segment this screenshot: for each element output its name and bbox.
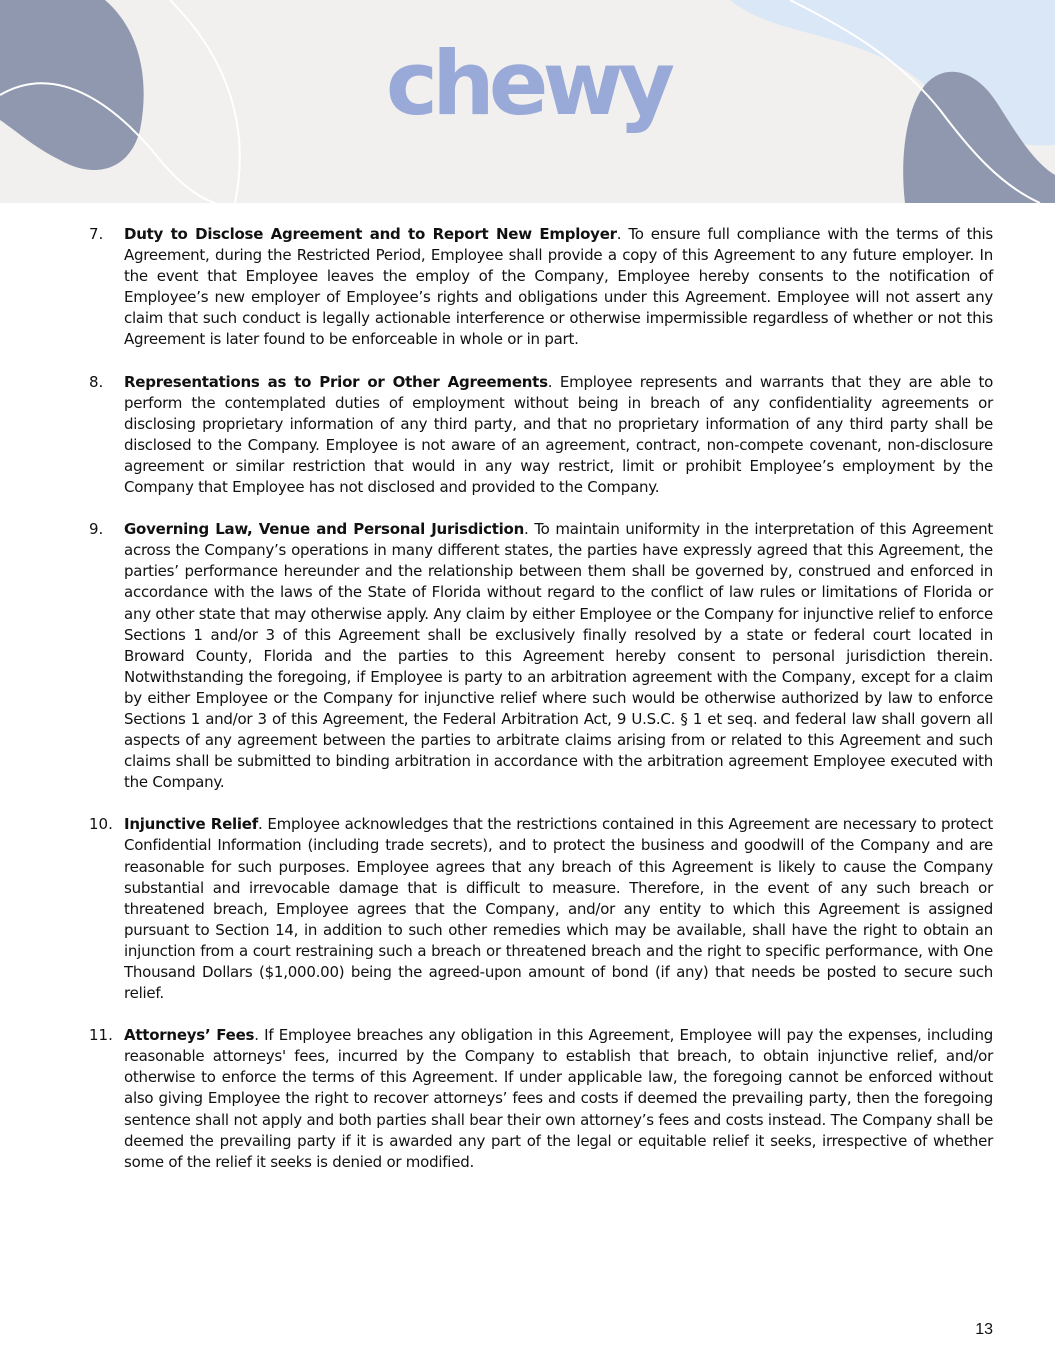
section-heading: Injunctive Relief (124, 815, 258, 834)
section-paragraph (124, 224, 993, 351)
section-paragraph (124, 1025, 993, 1173)
section-heading: Governing Law, Venue and Personal Jurisdiction (124, 520, 525, 539)
section-number: 7. (89, 225, 104, 243)
section-text: . Employee represents and warrants that they are able to perform the contemplated duties of employment without being in breach of any confidentiality agreements or disclosing proprietary information of any third party, and that no proprietary information of any third party shall be disclosed to the Company. Employee is not aware of an agreement, contract, non-compete covenant, non-disclosure agreement or similar restriction that would in any way restrict, limit or prohibit Employee’s employment by the Company that Employee has not disclosed and provided to the Company. (124, 372, 994, 497)
section-number: 10. (89, 815, 113, 834)
page-header (0, 0, 1055, 203)
section-number: 8. (89, 372, 104, 391)
section-heading: Duty to Disclose Agreement and to Report New Employer (124, 225, 617, 243)
section-heading: Representations as to Prior or Other Agreements (124, 372, 548, 391)
section-9 (89, 519, 993, 793)
section-text: . To maintain uniformity in the interpretation of this Agreement across the Company’s operations in many different states, the parties have expressly agreed that this Agreement, the parties’ performance hereunder and the relationship between them shall be governed by, construed and enforced in accordance with the laws of the State of Florida without regard to the conflict of law rules or limitations of Florida or any other state that may otherwise apply. Any claim by either Employee or the Company for injunctive relief to enforce Sections 1 and/or 3 of this Agreement shall be exclusively finally resolved by a state or federal court located in Broward County, Florida and the parties to this Agreement hereby consent to personal jurisdiction therein. Notwithstanding the foregoing, if Employee is party to an arbitration agreement with the Company, except for a claim by either Employee or the Company for injunctive relief where such would be otherwise authorized by law to enforce Sections 1 and/or 3 of this Agreement, the Federal Arbitration Act, 9 U.S.C. § 1 et seq. and federal law shall govern all aspects of any agreement between the parties to arbitrate claims arising from or related to this Agreement and such claims shall be submitted to binding arbitration in accordance with the arbitration agreement Employee executed with the Company. (124, 520, 993, 792)
section-10 (89, 814, 993, 1004)
section-8 (89, 372, 993, 499)
section-text: . To ensure full compliance with the terms of this Agreement, during the Restricted Period, Employee shall provide a copy of this Agreement to any future employer. In the event that Employee leaves the employ of the Company, Employee hereby consents to the notification of Employee’s new employer of Employee’s rights and obligations under this Agreement. Employee will not assert any claim that such conduct is legally actionable interference or otherwise impermissible regardless of whether or not this Agreement is later found to be enforceable in whole or in part. (124, 225, 993, 349)
section-paragraph (124, 372, 993, 499)
section-heading: Attorneys’ Fees (124, 1026, 255, 1045)
chewy-logo: chewy (385, 32, 670, 135)
section-text: . Employee acknowledges that the restrictions contained in this Agreement are necessary to protect Confidential Information (including trade secrets), and to protect the business and goodwill of the Company and are reasonable for such purposes. Employee agrees that any breach of this Agreement is likely to cause the Company substantial and irrevocable damage that is difficult to measure. Therefore, in the event of any such breach or threatened breach, Employee agrees that the Company, and/or any entity to which this Agreement is assigned pursuant to Section 14, in addition to such other remedies which may be available, shall have the right to obtain an injunction from a court restraining such a breach or threatened breach and the right to specific performance, with One Thousand Dollars ($1,000.00) being the agreed-upon amount of bond (if any) that needs be posted to secure such relief. (124, 815, 993, 1003)
page-number: 13 (975, 1321, 993, 1338)
section-11 (89, 1025, 993, 1173)
section-number: 9. (89, 520, 104, 539)
section-paragraph (124, 519, 993, 793)
section-7 (89, 224, 993, 351)
section-paragraph (124, 814, 993, 1004)
section-text: . If Employee breaches any obligation in this Agreement, Employee will pay the expenses, including reasonable attorneys' fees, incurred by the Company to establish that breach, to obtain injunctive relief, and/or otherwise to enforce the terms of this Agreement. If under applicable law, the foregoing cannot be enforced without also giving Employee the right to recover attorneys’ fees and costs if deemed the prevailing party, then the foregoing sentence shall not apply and both parties shall bear their own attorney’s fees and costs instead. The Company shall be deemed the prevailing party if it is awarded any part of the legal or equitable relief it seeks, irrespective of whether some of the relief it seeks is denied or modified. (124, 1026, 993, 1171)
section-number: 11. (89, 1026, 113, 1045)
agreement-body (89, 224, 993, 1194)
